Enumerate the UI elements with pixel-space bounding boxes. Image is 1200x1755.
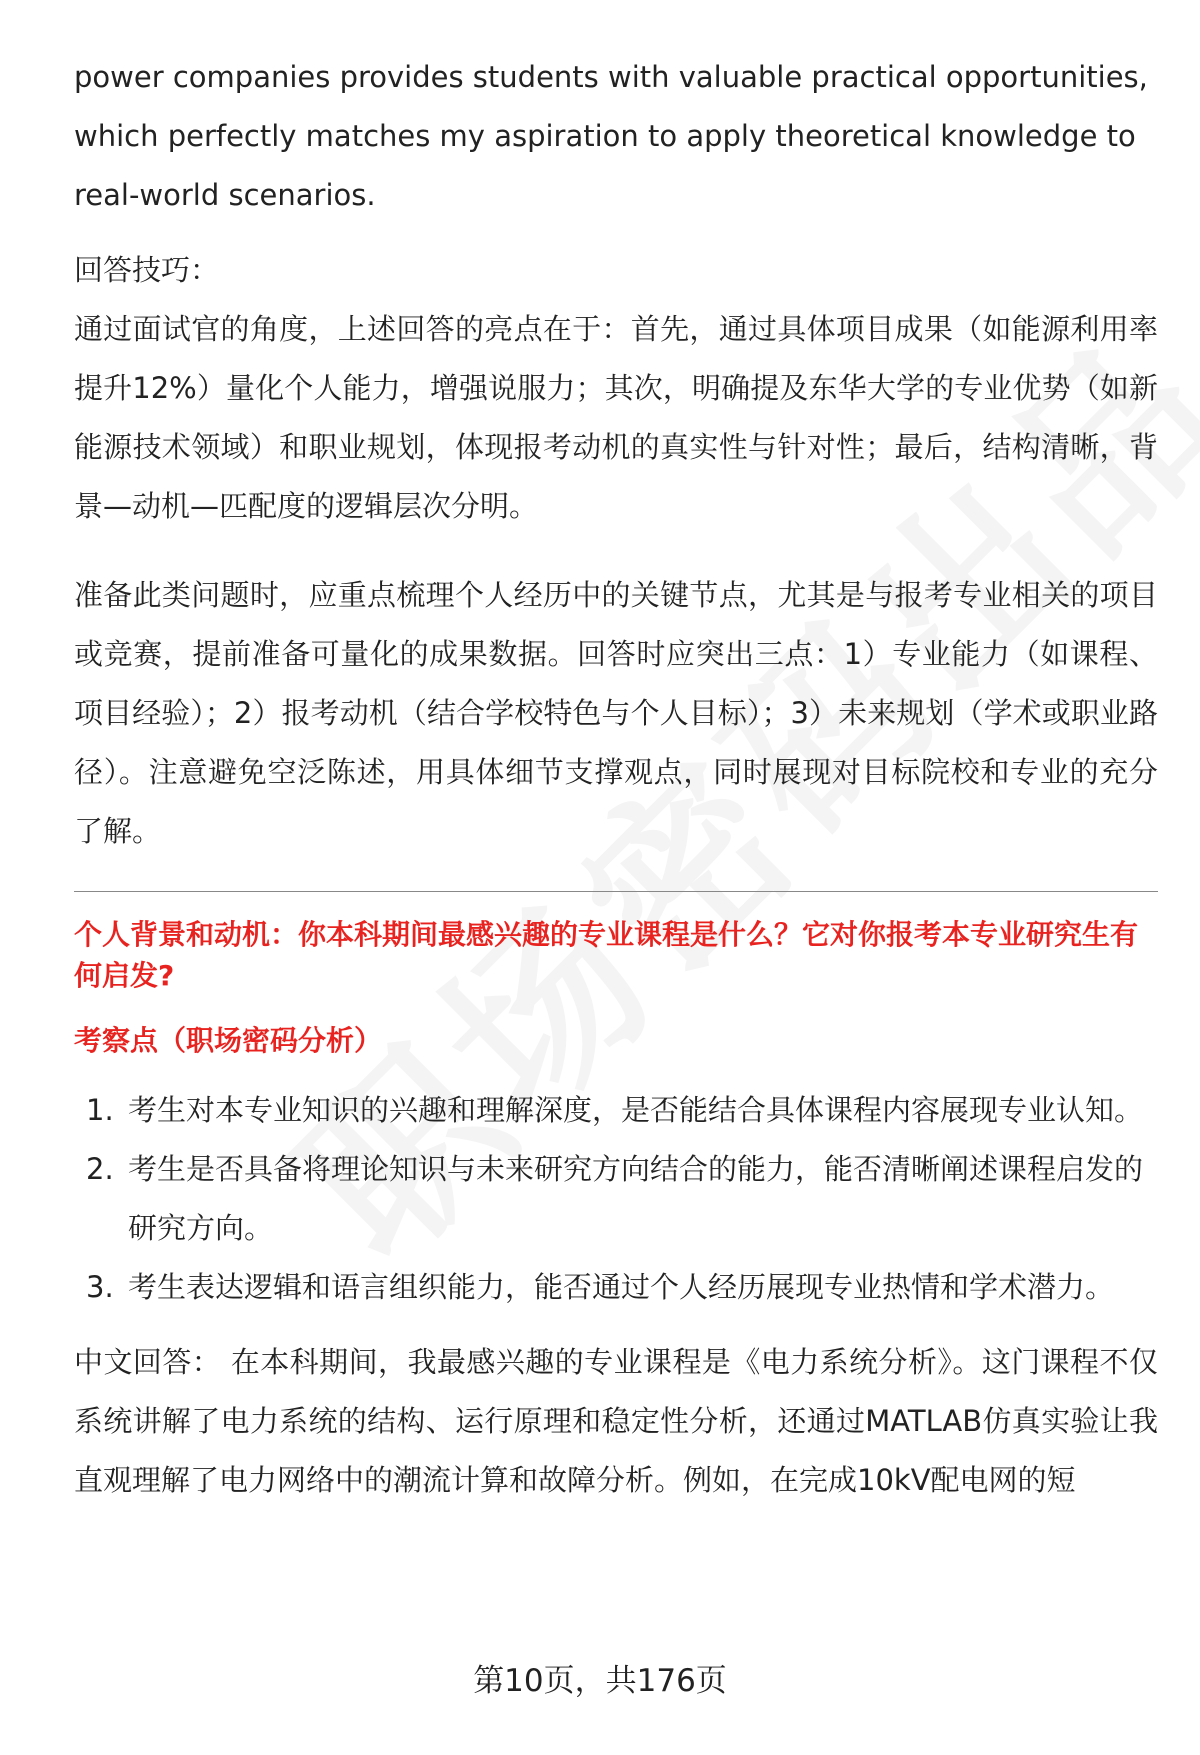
list-item-text: 考生表达逻辑和语言组织能力，能否通过个人经历展现专业热情和学术潜力。 [128,1270,1115,1304]
list-item [74,1258,1158,1317]
document-page [74,48,1158,1510]
list-item [74,1081,1158,1140]
prep-paragraph: 准备此类问题时，应重点梳理个人经历中的关键节点，尤其是与报考专业相关的项目或竞赛，提前准备可量化的成果数据。回答时应突出三点：1）专业能力（如课程、项目经验）；2）报考动机（结合学校特色与个人目标）；3）未来规划（学术或职业路径）。注意避免空泛陈述，用具体细节支撑观点，同时展现对目标院校和专业的充分了解。 [74,578,1158,848]
intro-english-line: which perfectly matches my aspiration to apply theoretical knowledge to [74,119,1136,153]
list-item-number: 2. [86,1152,114,1186]
intro-english-line: power companies provides students with valuable practical opportunities, [74,60,1148,94]
tips-paragraph: 通过面试官的角度，上述回答的亮点在于：首先，通过具体项目成果（如能源利用率提升12%）量化个人能力，增强说服力；其次，明确提及东华大学的专业优势（如新能源技术领域）和职业规划，体现报考动机的真实性与针对性；最后，结构清晰，背景—动机—匹配度的逻辑层次分明。 [74,312,1158,523]
chinese-answer-paragraph: 中文回答： 在本科期间，我最感兴趣的专业课程是《电力系统分析》。这门课程不仅系统讲解了电力系统的结构、运行原理和稳定性分析，还通过MATLAB仿真实验让我直观理解了电力网络中的潮流计算和故障分析。例如，在完成10kV配电网的短 [74,1345,1158,1497]
list-item-number: 1. [86,1093,114,1127]
tips-label: 回答技巧： [74,253,220,287]
list-item-number: 3. [86,1270,114,1304]
page-footer: 第10页，共176页 [473,1663,727,1699]
analysis-points-list [74,1081,1158,1317]
list-item-text: 考生是否具备将理论知识与未来研究方向结合的能力，能否清晰阐述课程启发的研究方向。 [128,1152,1144,1245]
analysis-heading: 考察点（职场密码分析） [74,1024,383,1057]
question-heading: 个人背景和动机：你本科期间最感兴趣的专业课程是什么？它对你报考本专业研究生有何启发? [74,918,1139,992]
section-divider [74,891,1158,892]
list-item [74,1140,1158,1258]
list-item-text: 考生对本专业知识的兴趣和理解深度，是否能结合具体课程内容展现专业认知。 [128,1093,1144,1127]
intro-english-line: real-world scenarios. [74,178,376,212]
